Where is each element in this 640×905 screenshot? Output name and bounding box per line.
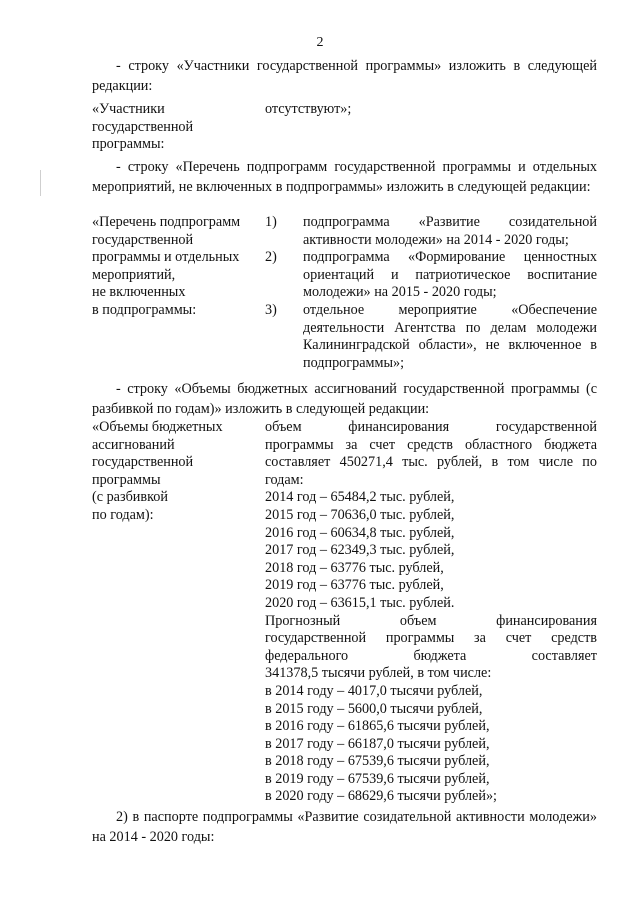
federal-funding-text: Прогнозный объем финансирования: [265, 612, 597, 629]
subprograms-label-line: не включенных: [92, 284, 186, 301]
federal-funding-text: федерального бюджета составляет: [265, 647, 597, 664]
budget-label-line: по годам):: [92, 506, 154, 523]
page-number: 2: [316, 35, 324, 50]
subprograms-label-line: государственной: [92, 231, 194, 248]
subprogram-item-number: 3): [265, 301, 277, 318]
regional-year-line: 2014 год – 65484,2 тыс. рублей,: [265, 489, 455, 506]
budget-value: [265, 419, 597, 806]
regional-funding-text: программы за счет средств областного бюджета: [265, 436, 597, 453]
federal-funding-text: государственной программы за счет средств: [265, 630, 597, 647]
participants-label-line: государственной: [92, 118, 194, 135]
regional-year-line: 2019 год – 63776 тыс. рублей,: [265, 577, 444, 594]
subprogram-item-line: активности молодежи» на 2014 - 2020 годы;: [303, 231, 569, 248]
regional-year-line: 2015 год – 70636,0 тыс. рублей,: [265, 506, 455, 523]
subprogram-item-text: [303, 302, 597, 372]
subprogram-item-text: [303, 249, 597, 302]
federal-year-line: в 2014 году – 4017,0 тысячи рублей,: [265, 682, 483, 699]
federal-year-line: в 2020 году – 68629,6 тысячи рублей»;: [265, 788, 497, 805]
paragraph-subprogram-passport: 2) в паспорте подпрограммы «Развитие созидательной активности молодежи» на 2014 - 2020 годы:: [92, 809, 597, 845]
subprogram-item-line: молодежи» на 2015 - 2020 годы;: [303, 284, 497, 301]
participants-label-line: программы:: [92, 136, 165, 153]
participants-value-text: отсутствуют»;: [265, 101, 352, 117]
subprogram-item-line: деятельности Агентства по делам молодежи: [303, 319, 597, 336]
paragraph-participants-intro: - строку «Участники государственной программы» изложить в следующей редакции:: [92, 58, 597, 94]
participants-value: [265, 101, 597, 119]
participants-label: [92, 101, 260, 154]
budget-label-line: программы: [92, 471, 161, 488]
regional-year-line: 2016 год – 60634,8 тыс. рублей,: [265, 524, 455, 541]
subprograms-label-line: программы и отдельных: [92, 249, 240, 266]
subprogram-item: [265, 214, 597, 249]
subprogram-item: [265, 249, 597, 302]
federal-year-line: в 2016 году – 61865,6 тысячи рублей,: [265, 718, 490, 735]
subprograms-label-line: мероприятий,: [92, 266, 176, 283]
subprogram-item-text: [303, 214, 597, 249]
regional-funding-text: составляет 450271,4 тыс. рублей, в том числе по: [265, 454, 597, 471]
federal-funding-text: 341378,5 тысячи рублей, в том числе:: [265, 665, 492, 682]
subprograms-list: [265, 214, 597, 372]
regional-year-line: 2018 год – 63776 тыс. рублей,: [265, 559, 444, 576]
paragraph-list-intro: - строку «Перечень подпрограмм государственной программы и отдельных мероприятий, не включенных в подпрограммы» изложить в следующей редакции:: [92, 159, 597, 195]
federal-year-line: в 2015 году – 5600,0 тысячи рублей,: [265, 700, 483, 717]
budget-label-line: (с разбивкой: [92, 489, 168, 506]
participants-label-line: «Участники: [92, 101, 165, 117]
subprogram-item-line: подпрограмма «Формирование ценностных: [303, 249, 597, 266]
subprograms-label-line: в подпрограммы:: [92, 301, 197, 318]
subprogram-item: [265, 302, 597, 372]
regional-funding-text: годам:: [265, 471, 304, 488]
budget-label-line: государственной: [92, 454, 194, 471]
paragraph-budget-intro: - строку «Объемы бюджетных ассигнований государственной программы (с разбивкой по годам)» изложить в следующей редакции:: [92, 381, 597, 417]
regional-funding-text: объем финансирования государственной: [265, 419, 597, 435]
subprograms-label-line: «Перечень подпрограмм: [92, 214, 241, 230]
subprograms-label: [92, 214, 260, 320]
regional-year-line: 2020 год – 63615,1 тыс. рублей.: [265, 594, 455, 611]
subprogram-item-line: отдельное мероприятие «Обеспечение: [303, 301, 597, 318]
federal-year-line: в 2019 году – 67539,6 тысячи рублей,: [265, 770, 490, 787]
budget-label-line: «Объемы бюджетных: [92, 419, 223, 435]
federal-year-line: в 2018 году – 67539,6 тысячи рублей,: [265, 753, 490, 770]
subprogram-item-line: подпрограммы»;: [303, 354, 405, 371]
subprogram-item-number: 1): [265, 214, 277, 230]
federal-year-line: в 2017 году – 66187,0 тысячи рублей,: [265, 735, 490, 752]
subprogram-item-line: подпрограмма «Развитие созидательной: [303, 214, 597, 230]
regional-year-line: 2017 год – 62349,3 тыс. рублей,: [265, 542, 455, 559]
margin-mark: [40, 170, 41, 196]
subprogram-item-line: Калининградской области», не включенное в: [303, 337, 597, 354]
budget-label: [92, 419, 260, 525]
subprogram-item-line: ориентаций и патриотическое воспитание: [303, 266, 597, 283]
budget-label-line: ассигнований: [92, 436, 175, 453]
subprogram-item-number: 2): [265, 249, 277, 266]
